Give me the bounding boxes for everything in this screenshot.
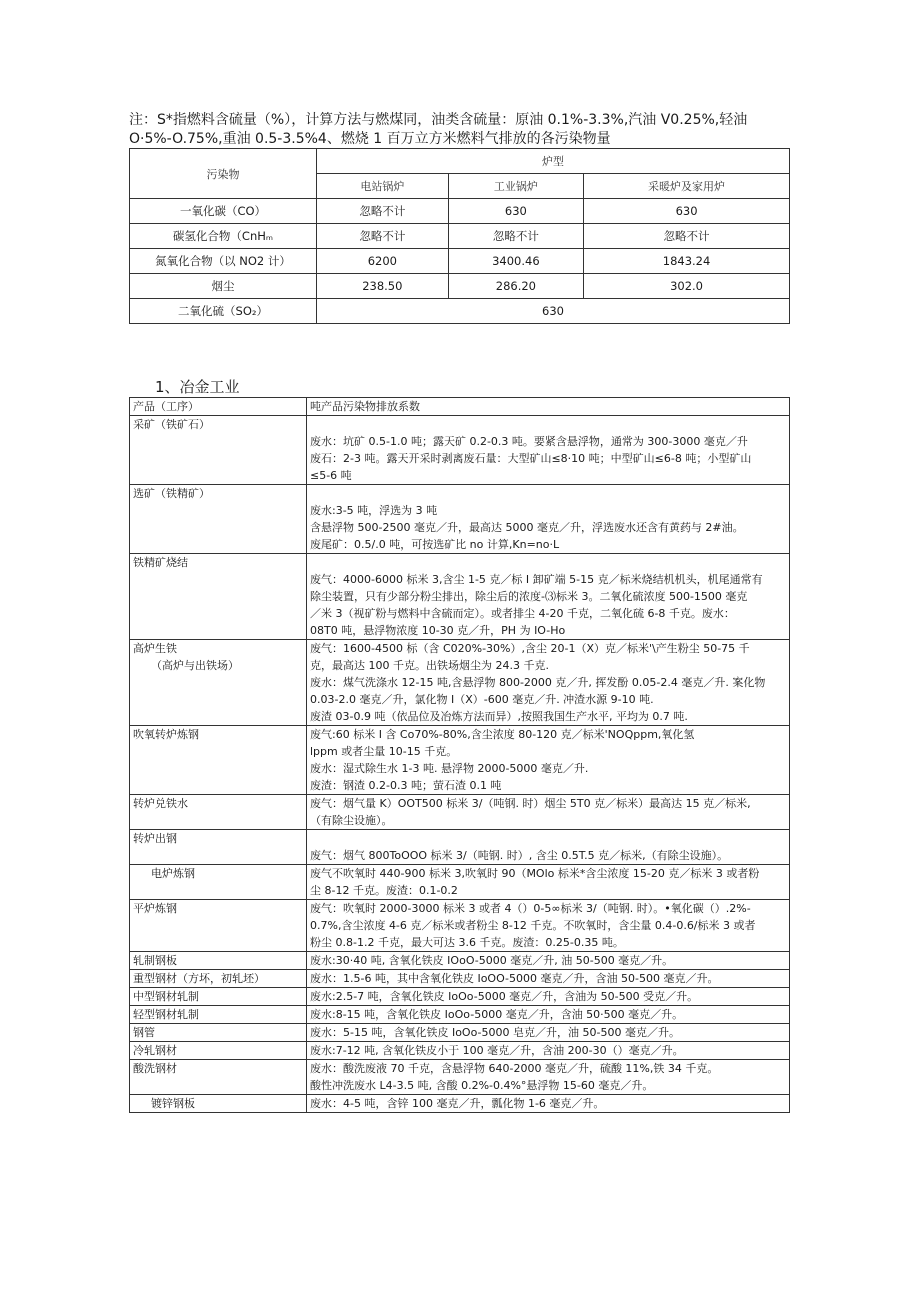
coefficient-text: 废水：4-5 吨，含锌 100 毫克／升，瓢化物 1-6 毫克／升。 (310, 1097, 605, 1110)
coefficient-cell (307, 952, 790, 970)
metallurgy-emission-table (129, 397, 790, 1113)
table-row (130, 795, 790, 830)
table-row (130, 865, 790, 900)
coefficient-cell (307, 1095, 790, 1113)
product-name: 钢管 (133, 1026, 155, 1039)
coefficient-cell (307, 485, 790, 554)
cell-value: 3400.46 (448, 249, 583, 274)
product-name: 中型钢材轧制 (133, 990, 199, 1003)
coefficient-text: 废气：吹氧时 2000-3000 标米 3 或者 4（）0-5∞标米 3/（吨钢. 时）。•氧化碳（）.2%- (310, 902, 751, 915)
coefficient-cell (307, 554, 790, 640)
coefficient-text: 废气不吹氧时 440-900 标米 3,吹氧时 90（MOlo 标米*含尘浓度 15-20 克／标米 3 或者粉 (310, 867, 760, 880)
coefficient-cell (307, 726, 790, 795)
product-cell (130, 726, 307, 795)
coefficient-text: 克，最高达 100 千克。出铁场烟尘为 24.3 千克. (310, 659, 549, 672)
coefficient-text: 废气：烟气量 K）OOT500 标米 3/（吨钢. 时）烟尘 5T0 克／标米）最高达 15 克／标米, (310, 797, 751, 810)
pollutant-name: 碳氢化合物（CnHₘ (130, 224, 317, 249)
coefficient-text: 废水:2.5-7 吨，含氧化铁皮 IoOo-5000 毫克／升，含油为 50-500 受克／升。 (310, 990, 699, 1003)
coefficient-text: 除尘装置，只有少部分粉尘排出，除尘后的浓度-⑶标米 3。二氧化硫浓度 500-1500 毫克 (310, 590, 748, 603)
table-row (130, 554, 790, 640)
product-name: 镀锌钢板 (151, 1097, 195, 1110)
coefficient-cell (307, 865, 790, 900)
coefficient-text: lppm 或者尘量 10-15 千克。 (310, 745, 458, 758)
product-cell (130, 1006, 307, 1024)
cell-value: 忽略不计 (317, 199, 449, 224)
table-row (130, 952, 790, 970)
table-row (130, 640, 790, 726)
product-cell (130, 640, 307, 726)
coefficient-text: 废气：4000-6000 标米 3,含尘 1-5 克／标 I 卸矿端 5-15 克／标米烧结机机头，机尾通常有 (310, 573, 763, 586)
pollutant-name: 氮氧化合物（以 NO2 计） (130, 249, 317, 274)
product-name: 选矿（铁精矿） (133, 487, 210, 500)
table-row (130, 1095, 790, 1113)
coefficient-cell (307, 1006, 790, 1024)
coefficient-text: 尘 8-12 千克。废渣：0.1-0.2 (310, 884, 458, 897)
cell-value: 6200 (317, 249, 449, 274)
coefficient-text: 废气：1600-4500 标（含 C020%-30%）,含尘 20-1（X）克／标米'\产生粉尘 50-75 千 (310, 642, 750, 655)
product-name: 平炉炼钢 (133, 902, 177, 915)
table-row (130, 1042, 790, 1060)
coefficient-text: 酸性冲洗废水 L4-3.5 吨, 含酸 0.2%-0.4%°悬浮物 15-60 毫克／升。 (310, 1079, 654, 1092)
table-row (130, 988, 790, 1006)
product-name: 酸洗钢材 (133, 1062, 177, 1075)
coefficient-text: 废水：1.5-6 吨，其中含氧化铁皮 IoOO-5000 毫克／升，含油 50-500 毫克／升。 (310, 972, 719, 985)
footnote-line-2: O·5%-O.75%,重油 0.5-3.5%4、燃烧 1 百万立方米燃料气排放的各污染物量 (129, 131, 611, 147)
coefficient-cell (307, 1024, 790, 1042)
table-row (130, 249, 790, 274)
table-row (130, 299, 790, 324)
cell-value: 238.50 (317, 274, 449, 299)
coefficient-cell (307, 416, 790, 485)
table-row (130, 1060, 790, 1095)
product-cell (130, 1042, 307, 1060)
coefficient-text: 废水:7-12 吨, 含氧化铁皮小于 100 毫克／升，含油 200-30（）毫克／升。 (310, 1044, 684, 1057)
coefficient-text: ／米 3（视矿粉与燃料中含硫而定）。或者排尘 4-20 千克，二氧化硫 6-8 千克。废水： (310, 607, 735, 620)
product-name: 冷轧钢材 (133, 1044, 177, 1057)
product-cell (130, 952, 307, 970)
footnote-line-1: 注：S*指燃料含硫量（%），计算方法与燃煤同，油类含硫量：原油 0.1%-3.3%,汽油 V0.25%,轻油 (129, 112, 748, 128)
coefficient-text: 废渣 03-0.9 吨（依品位及冶炼方法而异）,按照我国生产水平, 平均为 0.7 吨. (310, 710, 688, 723)
coefficient-cell (307, 988, 790, 1006)
table-row (130, 830, 790, 865)
product-cell (130, 900, 307, 952)
product-cell (130, 416, 307, 485)
product-name: 铁精矿烧结 (133, 556, 188, 569)
coefficient-text: 0.03-2.0 毫克／升，氯化物 I（X）-600 毫克／升. 冲渣水源 9-10 吨. (310, 693, 654, 706)
coefficient-text: 废水：酸洗废液 70 千克，含悬浮物 640-2000 毫克／升，硫酸 11%,铁 34 千克。 (310, 1062, 719, 1075)
header-product: 产品（工序） (130, 398, 307, 416)
product-name: 吹氧转炉炼钢 (133, 728, 199, 741)
coefficient-cell (307, 640, 790, 726)
product-cell (130, 1060, 307, 1095)
product-cell (130, 865, 307, 900)
cell-value: 忽略不计 (448, 224, 583, 249)
product-cell (130, 970, 307, 988)
coefficient-text: （有除尘设施）。 (310, 814, 393, 827)
product-cell (130, 1024, 307, 1042)
product-cell (130, 485, 307, 554)
table-row (130, 199, 790, 224)
cell-value: 忽略不计 (317, 224, 449, 249)
table-row (130, 1006, 790, 1024)
coefficient-text: 废尾矿：0.5/.0 吨，可按选矿比 no 计算,Kn=no·L (310, 538, 560, 551)
coefficient-cell (307, 1042, 790, 1060)
header-furnace-type: 炉型 (317, 149, 790, 174)
cell-value: 忽略不计 (584, 224, 790, 249)
coefficient-text: 含悬浮物 500-2500 毫克／升，最高达 5000 毫克／升，浮选废水还含有黄药与 2#油。 (310, 521, 744, 534)
product-name: （高炉与出铁场） (151, 659, 239, 672)
header-power-boiler: 电站锅炉 (317, 174, 449, 199)
coefficient-text: 废水:3-5 吨，浮选为 3 吨 (310, 504, 438, 517)
header-heating-furnace: 采暖炉及家用炉 (584, 174, 790, 199)
product-name: 电炉炼钢 (151, 867, 195, 880)
coefficient-cell (307, 795, 790, 830)
table-row (130, 274, 790, 299)
coefficient-cell (307, 970, 790, 988)
product-cell (130, 988, 307, 1006)
section-title: 1、冶金工业 (155, 378, 240, 396)
header-coefficient: 吨产品污染物排放系数 (307, 398, 790, 416)
table-row (130, 416, 790, 485)
pollutant-name: 烟尘 (130, 274, 317, 299)
coefficient-text: 废水：煤气洗涤水 12-15 吨,含悬浮物 800-2000 克／升, 挥发酚 0.05-2.4 毫克／升. 案化物 (310, 676, 766, 689)
product-cell (130, 554, 307, 640)
coefficient-text: 废水:30·40 吨, 含氧化铁皮 IOoO-5000 毫克／升, 油 50-500 毫克／升。 (310, 954, 674, 967)
coefficient-text: 废水:8-15 吨，含氧化铁皮 IoOo-5000 毫克／升，含油 50·500 毫克／升。 (310, 1008, 684, 1021)
product-cell (130, 830, 307, 865)
product-name: 轻型钢材轧制 (133, 1008, 199, 1021)
product-cell (130, 1095, 307, 1113)
coefficient-text: 08T0 吨，悬浮物浓度 10-30 克／升，PH 为 IO-Ho (310, 624, 566, 637)
footnote (129, 111, 809, 149)
product-name: 转炉出钢 (133, 832, 177, 845)
product-name: 转炉兑铁水 (133, 797, 188, 810)
coefficient-text: 废水：坑矿 0.5-1.0 吨；露天矿 0.2-0.3 吨。要紧含悬浮物，通常为 300-3000 毫克／升 (310, 435, 748, 448)
coefficient-text: ≤5-6 吨 (310, 469, 352, 482)
cell-value: 630 (317, 299, 790, 324)
cell-value: 630 (448, 199, 583, 224)
pollutant-name: 二氧化硫（SO₂） (130, 299, 317, 324)
coefficient-text: 废气：烟气 800ToOOO 标米 3/（吨钢. 时）, 含尘 0.5T.5 克／标米,（有除尘设施）。 (310, 849, 729, 862)
coefficient-cell (307, 830, 790, 865)
product-cell (130, 795, 307, 830)
coefficient-text: 废水：湿式除生水 1-3 吨. 悬浮物 2000-5000 毫克／升. (310, 762, 589, 775)
table-row (130, 726, 790, 795)
cell-value: 302.0 (584, 274, 790, 299)
coefficient-text: 废石：2-3 吨。露天开采时剥离废石量：大型矿山≤8·10 吨；中型矿山≤6-8 吨；小型矿山 (310, 452, 752, 465)
coefficient-text: 粉尘 0.8-1.2 千克，最大可达 3.6 千克。废渣：0.25-0.35 吨。 (310, 936, 624, 949)
cell-value: 1843.24 (584, 249, 790, 274)
header-pollutant: 污染物 (130, 149, 317, 199)
product-name: 轧制钢板 (133, 954, 177, 967)
coefficient-cell (307, 900, 790, 952)
table-row (130, 1024, 790, 1042)
table-row (130, 900, 790, 952)
pollutant-name: 一氧化碳（CO） (130, 199, 317, 224)
header-industrial-boiler: 工业锅炉 (448, 174, 583, 199)
coefficient-text: 废渣：钢渣 0.2-0.3 吨；萤石渣 0.1 吨 (310, 779, 502, 792)
table-row (130, 970, 790, 988)
coefficient-text: 废水：5-15 吨，含氧化铁皮 IoOo-5000 皂克／升，油 50-500 毫克／升。 (310, 1026, 680, 1039)
product-name: 重型钢材（方坏，初轧坯） (133, 972, 265, 985)
table-row (130, 485, 790, 554)
product-name: 采矿（铁矿石） (133, 418, 210, 431)
cell-value: 286.20 (448, 274, 583, 299)
product-name: 高炉生铁 (133, 642, 177, 655)
emission-table-gas-fuel (129, 148, 790, 324)
cell-value: 630 (584, 199, 790, 224)
coefficient-text: 0.7%,含尘浓度 4-6 克／标米或者粉尘 8-12 千克。不吹氧时，含尘量 0.4-0.6/标米 3 或者 (310, 919, 756, 932)
table-row (130, 224, 790, 249)
coefficient-text: 废气:60 标米 I 含 Co70%-80%,含尘浓度 80-120 克／标米'NOQppm,氧化氢 (310, 728, 695, 741)
coefficient-cell (307, 1060, 790, 1095)
